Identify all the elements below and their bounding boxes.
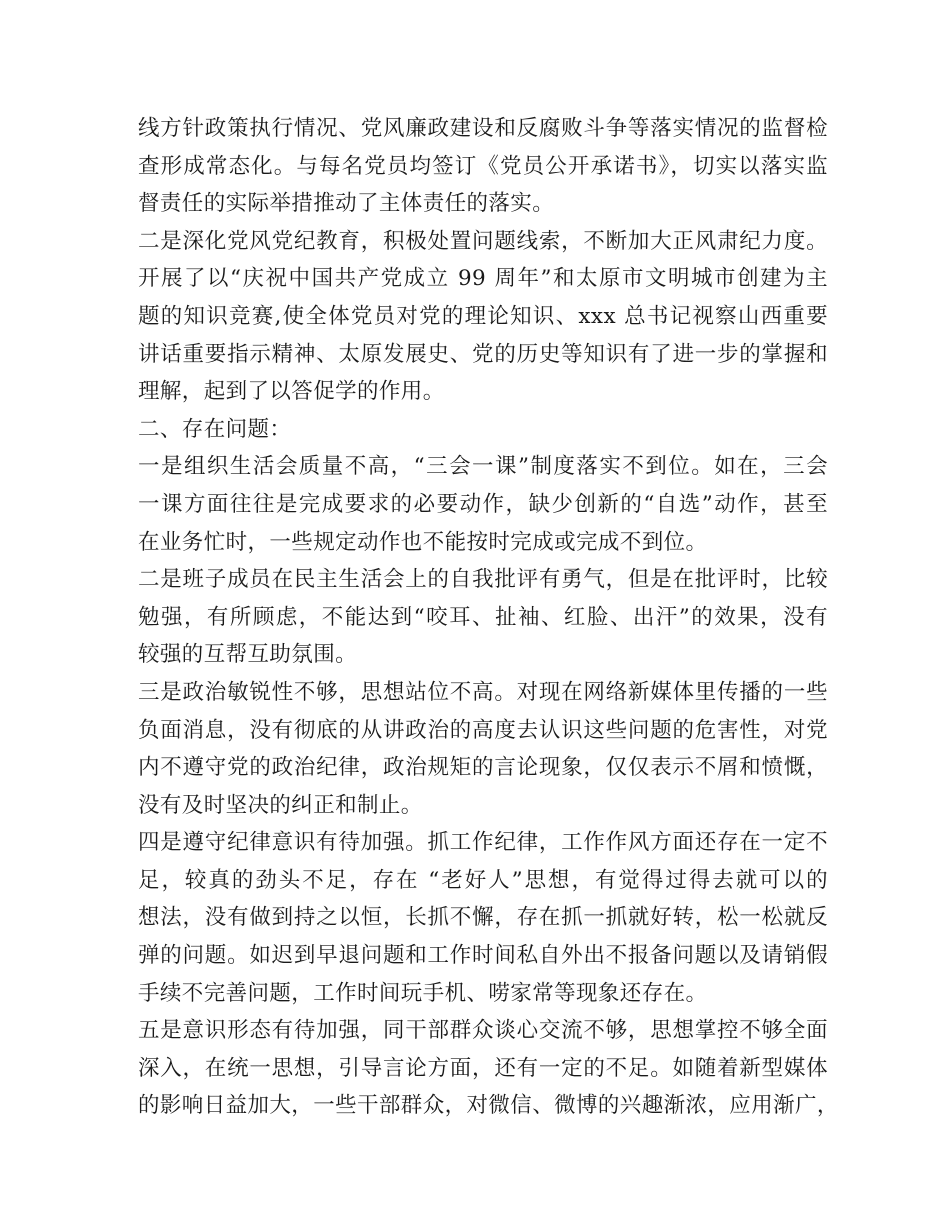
text-line: 较强的互帮互助氛围。 — [138, 642, 358, 668]
text-line: 弹的问题。如迟到早退问题和工作时间私自外出不报备问题以及请销假 — [138, 943, 828, 969]
text-line: 深入，在统一思想，引导言论方面，还有一定的不足。如随着新型媒体 — [138, 1055, 828, 1081]
text-line: 一课方面往往是完成要求的必要动作，缺少创新的“自选”动作，甚至 — [138, 491, 828, 517]
text-line: 手续不完善问题，工作时间玩手机、唠家常等现象还存在。 — [138, 980, 708, 1006]
text-line: 理解，起到了以答促学的作用。 — [138, 379, 445, 405]
paragraph-p7 — [138, 824, 828, 1012]
document-body — [138, 110, 839, 1125]
text-line: 想法，没有做到持之以恒，长抓不懈，存在抓一抓就好转，松一松就反 — [138, 905, 828, 931]
text-line: 在业务忙时，一些规定动作也不能按时完成或完成不到位。 — [138, 529, 708, 555]
text-line: 开展了以“庆祝中国共产党成立 99 周年”和太原市文明城市创建为主 — [138, 266, 828, 292]
text-line: 一是组织生活会质量不高，“三会一课”制度落实不到位。如在，三会 — [138, 454, 828, 480]
paragraph-p6 — [138, 674, 828, 824]
paragraph-p8 — [138, 1012, 839, 1125]
paragraph-p2 — [138, 223, 828, 411]
paragraph-p3 — [138, 411, 828, 449]
paragraph-p5 — [138, 561, 828, 674]
text-line: 二是班子成员在民主生活会上的自我批评有勇气，但是在批评时，比较 — [138, 567, 828, 593]
text-line: 五是意识形态有待加强，同干部群众谈心交流不够，思想掌控不够全面 — [138, 1018, 828, 1044]
text-line: 三是政治敏锐性不够，思想站位不高。对现在网络新媒体里传播的一些 — [138, 679, 828, 705]
text-line: 二是深化党风党纪教育，积极处置问题线索，不断加大正风肃纪力度。 — [138, 228, 828, 254]
text-line: 讲话重要指示精神、太原发展史、党的历史等知识有了进一步的掌握和 — [138, 341, 828, 367]
text-line: 负面消息，没有彻底的从讲政治的高度去认识这些问题的危害性，对党 — [138, 717, 828, 743]
paragraph-p4 — [138, 448, 828, 561]
text-line: 四是遵守纪律意识有待加强。抓工作纪律，工作作风方面还存在一定不 — [138, 830, 828, 856]
text-line: 勉强，有所顾虑，不能达到“咬耳、扯袖、红脸、出汗”的效果，没有 — [138, 604, 828, 630]
text-line: 二、存在问题： — [138, 416, 292, 442]
text-line: 督责任的实际举措推动了主体责任的落实。 — [138, 191, 555, 217]
text-line: 查形成常态化。与每名党员均签订《党员公开承诺书》，切实以落实监 — [138, 153, 828, 179]
text-line: 题的知识竞赛,使全体党员对党的理论知识、xxx 总书记视察山西重要 — [138, 303, 828, 329]
text-line: 内不遵守党的政治纪律，政治规矩的言论现象，仅仅表示不屑和愤慨， — [138, 755, 828, 781]
text-line: 的影响日益加大，一些干部群众，对微信、微博的兴趣渐浓，应用渐广， — [138, 1093, 839, 1119]
text-line: 足，较真的劲头不足，存在 “老好人”思想，有觉得过得去就可以的 — [138, 867, 828, 893]
paragraph-p1 — [138, 110, 828, 223]
text-line: 线方针政策执行情况、党风廉政建设和反腐败斗争等落实情况的监督检 — [138, 116, 828, 141]
text-line: 没有及时坚决的纠正和制止。 — [138, 792, 423, 818]
